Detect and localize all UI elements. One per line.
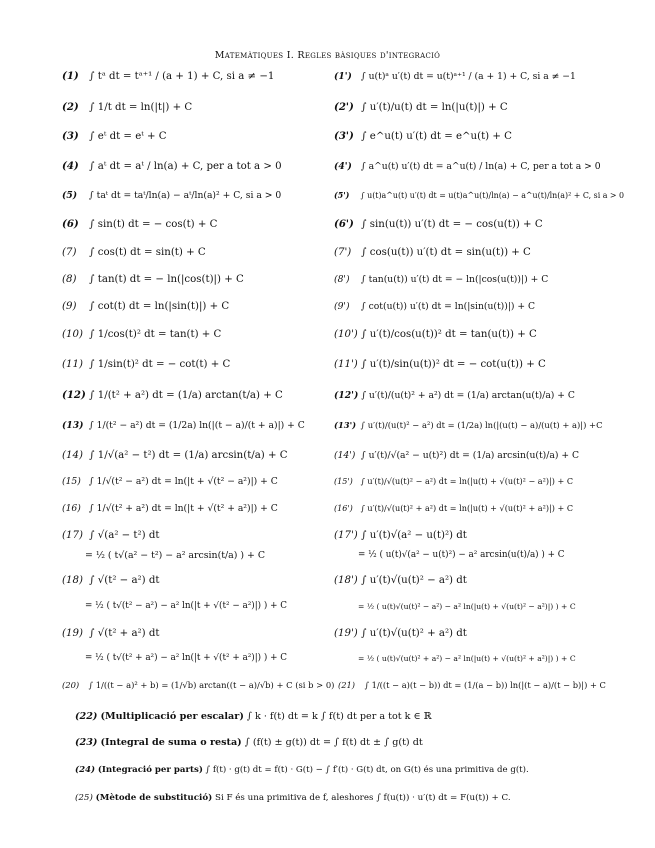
formula-13-prime (334, 419, 602, 432)
formula-text: ∫ cot(t) dt = ln(|sin(t)|) + C (89, 301, 230, 312)
formula-text: ∫ 1/(t² − a²) dt = (1/2a) ln(|(t − a)/(t + a)|) + C (88, 420, 305, 431)
formula-text: ∫ 1/sin(t)² dt = − cot(t) + C (89, 359, 231, 370)
formula-11 (62, 358, 230, 371)
formula-text: ∫ cos(t) dt = sin(t) + C (89, 247, 206, 258)
formula-text: ∫ u′(t)/cos(u(t))² dt = tan(u(t)) + C (361, 329, 537, 340)
formula-number: (9') (334, 301, 350, 312)
formula-text: ∫ cos(u(t)) u′(t) dt = sin(u(t)) + C (361, 247, 531, 258)
rule-text: ∫ (f(t) ± g(t)) dt = ∫ f(t) dt ± ∫ g(t) dt (244, 737, 423, 748)
formula-15-prime (334, 475, 573, 488)
formula-text: ∫ eᵗ dt = eᵗ + C (89, 131, 167, 142)
formula-19-prime-continuation: = ½ ( u(t)√(u(t)² + a²) − a² ln(|u(t) + √(u(t)² + a²)|) ) + C (358, 654, 576, 663)
formula-6-prime (334, 218, 543, 231)
formula-number: (21) (338, 680, 356, 690)
formula-text: ∫ tan(t) dt = − ln(|cos(t)|) + C (89, 274, 244, 285)
formula-number: (17') (334, 530, 358, 541)
formula-4-prime (334, 160, 601, 173)
formula-text: ∫ 1/√(t² − a²) dt = ln(|t + √(t² − a²)|) + C (88, 476, 278, 487)
formula-text: ∫ u′(t)/√(a² − u(t)²) dt = (1/a) arcsin(u(t)/a) + C (360, 450, 579, 461)
formula-4 (62, 160, 282, 173)
formula-text: ∫ 1/(t² + a²) dt = (1/a) arctan(t/a) + C (89, 390, 283, 401)
formula-1 (62, 70, 274, 83)
formula-text: ∫ tᵃ dt = tᵃ⁺¹ / (a + 1) + C, si a ≠ −1 (89, 71, 275, 82)
formula-2-prime (334, 101, 508, 114)
rule-number: (23) (75, 737, 98, 748)
rule-label: (Multiplicació per escalar) (100, 711, 244, 722)
formula-number: (7) (62, 247, 77, 258)
formula-number: (13) (62, 420, 84, 431)
rule-number: (25) (75, 793, 93, 803)
rule-text: ∫ k · f(t) dt = k ∫ f(t) dt per a tot k ∈ ℝ (246, 711, 432, 722)
formula-number: (14) (62, 450, 83, 461)
formula-text: ∫ √(t² + a²) dt (89, 628, 160, 639)
formula-text: ∫ 1/√(a² − t²) dt = (1/a) arcsin(t/a) + C (89, 450, 288, 461)
rule-number: (24) (75, 765, 96, 775)
formula-number: (3') (334, 130, 354, 142)
formula-number: (10') (334, 329, 358, 340)
formula-number: (16') (334, 503, 353, 513)
formula-text: ∫ aᵗ dt = aᵗ / ln(a) + C, per a tot a > 0 (89, 161, 282, 172)
formula-number: (1) (62, 70, 79, 82)
formula-1-prime (334, 70, 576, 83)
formula-text: ∫ u′(t)√(a² − u(t)²) dt (361, 530, 467, 541)
formula-text: ∫ sin(u(t)) u′(t) dt = − cos(u(t)) + C (361, 219, 543, 230)
formula-text: ∫ a^u(t) u′(t) dt = a^u(t) / ln(a) + C, per a tot a > 0 (360, 161, 601, 172)
formula-18-prime (334, 574, 467, 587)
rule-label: (Integral de suma o resta) (100, 737, 242, 748)
rule-23 (75, 736, 423, 749)
formula-5 (62, 189, 281, 202)
rule-label: (Mètode de substitució) (95, 793, 213, 803)
formula-7-prime (334, 246, 531, 259)
formula-number: (2') (334, 101, 354, 113)
formula-number: (8) (62, 274, 77, 285)
formula-number: (20) (62, 680, 80, 690)
formula-text: ∫ 1/√(t² + a²) dt = ln(|t + √(t² + a²)|) + C (88, 503, 278, 514)
formula-number: (3) (62, 130, 79, 142)
formula-17-prime (334, 529, 467, 542)
formula-17-prime-continuation: = ½ ( u(t)√(a² − u(t)²) − a² arcsin(u(t)/a) ) + C (358, 550, 565, 560)
formula-20 (62, 679, 334, 692)
formula-7 (62, 246, 206, 259)
formula-number: (18) (62, 575, 83, 586)
formula-2 (62, 101, 192, 114)
formula-text: ∫ u′(t)√(u(t)² + a²) dt (361, 628, 467, 639)
formula-6 (62, 218, 217, 231)
formula-number: (12') (334, 390, 359, 401)
formula-number: (15') (334, 476, 353, 486)
formula-text: ∫ u′(t)/√(u(t)² − a²) dt = ln(|u(t) + √(u(t)² − a²)|) + C (360, 476, 574, 486)
formula-text: ∫ 1/((t − a)² + b) = (1/√b) arctan((t − a)/√b) + C (si b > 0) (88, 680, 335, 690)
formula-12-prime (334, 389, 575, 402)
formula-number: (8') (334, 274, 350, 285)
formula-number: (11) (62, 359, 83, 370)
formula-number: (7') (334, 247, 352, 258)
page-title: Matemàtiques I. Regles bàsiques d'integració (214, 50, 441, 61)
formula-text: ∫ u′(t)√(u(t)² − a²) dt (361, 575, 467, 586)
formula-text: ∫ cot(u(t)) u′(t) dt = ln(|sin(u(t))|) + C (360, 301, 536, 312)
formula-text: ∫ sin(t) dt = − cos(t) + C (89, 219, 218, 230)
formula-9 (62, 300, 229, 313)
formula-number: (15) (62, 476, 81, 487)
formula-text: ∫ u(t)a^u(t) u′(t) dt = u(t)a^u(t)/ln(a) − a^u(t)/ln(a)² + C, si a > 0 (360, 191, 625, 200)
rule-label: (Integració per parts) (97, 765, 203, 775)
formula-text: ∫ u′(t)/sin(u(t))² dt = − cot(u(t)) + C (361, 359, 546, 370)
formula-number: (4') (334, 161, 352, 172)
formula-number: (19) (62, 628, 83, 639)
formula-18-prime-continuation: = ½ ( u(t)√(u(t)² − a²) − a² ln(|u(t) + √(u(t)² − a²)|) ) + C (358, 602, 576, 611)
formula-number: (6) (62, 218, 79, 230)
formula-10 (62, 328, 221, 341)
formula-number: (5) (62, 190, 78, 201)
formula-18 (62, 574, 159, 587)
formula-5-prime (334, 189, 624, 202)
rule-25 (75, 792, 511, 805)
formula-number: (11') (334, 359, 358, 370)
rule-22 (75, 710, 432, 723)
formula-number: (19') (334, 628, 358, 639)
formula-19 (62, 627, 159, 640)
formula-16 (62, 502, 278, 515)
formula-number: (5') (334, 191, 350, 200)
formula-number: (4) (62, 160, 79, 172)
formula-number: (13') (334, 420, 357, 430)
formula-8-prime (334, 273, 548, 286)
formula-15 (62, 475, 278, 488)
formula-text: ∫ √(a² − t²) dt (89, 530, 160, 541)
formula-17-continuation: = ½ ( t√(a² − t²) − a² arcsin(t/a) ) + C (85, 550, 266, 561)
formula-3-prime (334, 130, 512, 143)
formula-text: ∫ u′(t)/√(u(t)² + a²) dt = ln(|u(t) + √(u(t)² + a²)|) + C (360, 503, 574, 513)
formula-3 (62, 130, 167, 143)
formula-number: (2) (62, 101, 79, 113)
rule-24 (75, 764, 529, 777)
rule-text: Si F és una primitiva de f, aleshores ∫ f(u(t)) · u′(t) dt = F(u(t)) + C. (215, 793, 511, 803)
formula-17 (62, 529, 159, 542)
formula-9-prime (334, 300, 535, 313)
formula-19-prime (334, 627, 467, 640)
formula-text: ∫ 1/t dt = ln(|t|) + C (89, 102, 193, 113)
formula-number: (16) (62, 503, 81, 514)
formula-number: (14') (334, 450, 356, 461)
formula-14-prime (334, 449, 579, 462)
formula-number: (17) (62, 530, 83, 541)
formula-text: ∫ 1/((t − a)(t − b)) dt = (1/(a − b)) ln(|(t − a)/(t − b)|) + C (364, 680, 606, 690)
formula-11-prime (334, 358, 546, 371)
formula-12 (62, 389, 283, 402)
formula-21 (338, 679, 606, 692)
formula-10-prime (334, 328, 537, 341)
formula-text: ∫ u′(t)/(u(t)² − a²) dt = (1/2a) ln(|(u(t) − a)/(u(t) + a)|) +C (360, 420, 603, 430)
formula-number: (9) (62, 301, 77, 312)
rule-number: (22) (75, 711, 98, 722)
formula-text: ∫ u′(t)/u(t) dt = ln(|u(t)|) + C (361, 102, 508, 113)
formula-number: (10) (62, 329, 83, 340)
formula-13 (62, 419, 305, 432)
formula-14 (62, 449, 288, 462)
formula-text: ∫ √(t² − a²) dt (89, 575, 160, 586)
formula-number: (1') (334, 71, 352, 82)
formula-text: ∫ 1/cos(t)² dt = tan(t) + C (89, 329, 222, 340)
formula-19-continuation: = ½ ( t√(t² + a²) − a² ln(|t + √(t² + a²)|) ) + C (85, 653, 288, 663)
formula-text: ∫ u′(t)/(u(t)² + a²) dt = (1/a) arctan(u(t)/a) + C (361, 390, 575, 401)
formula-text: ∫ u(t)ᵃ u′(t) dt = u(t)ᵃ⁺¹ / (a + 1) + C, si a ≠ −1 (360, 71, 576, 82)
formula-number: (6') (334, 218, 354, 230)
formula-number: (12) (62, 389, 86, 401)
formula-text: ∫ tan(u(t)) u′(t) dt = − ln(|cos(u(t))|) + C (360, 274, 549, 285)
formula-number: (18') (334, 575, 358, 586)
formula-8 (62, 273, 244, 286)
formula-18-continuation: = ½ ( t√(t² − a²) − a² ln(|t + √(t² − a²)|) ) + C (85, 601, 288, 611)
rule-text: ∫ f(t) · g(t) dt = f(t) · G(t) − ∫ f′(t) · G(t) dt, on G(t) és una primitiva de g(t). (205, 765, 529, 775)
formula-text: ∫ taᵗ dt = taᵗ/ln(a) − aᵗ/ln(a)² + C, si a > 0 (88, 190, 282, 201)
formula-16-prime (334, 502, 573, 515)
formula-text: ∫ e^u(t) u′(t) dt = e^u(t) + C (361, 131, 512, 142)
